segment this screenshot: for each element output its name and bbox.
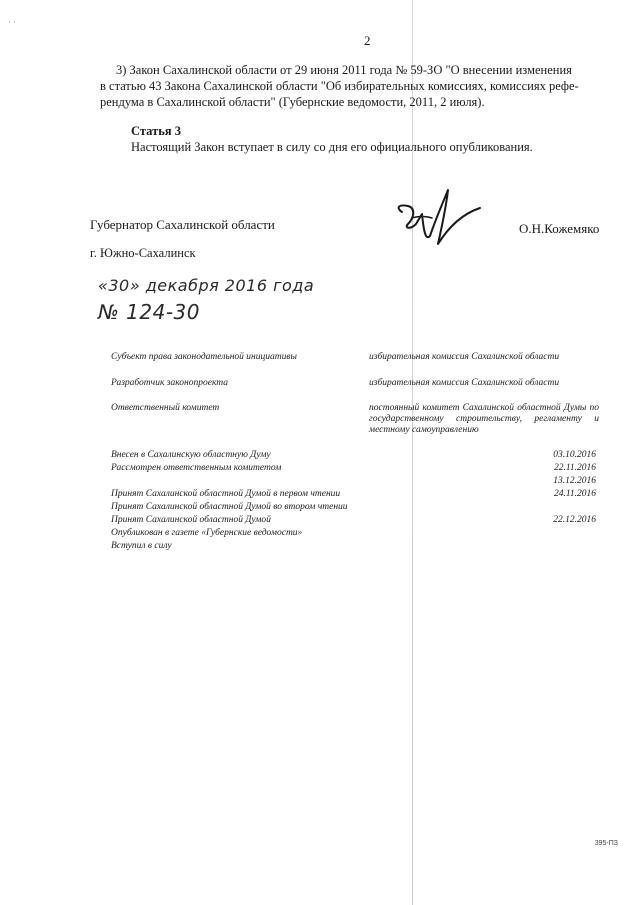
meta-label: Разработчик законопроекта (111, 378, 229, 388)
item-3-line: рендума в Сахалинской области" (Губернские ведомости, 2011, 2 июля). (100, 95, 485, 109)
history-label: Рассмотрен ответственным комитетом (111, 463, 282, 473)
governor-name: О.Н.Кожемяко (519, 221, 600, 236)
history-date: 22.11.2016 (553, 463, 596, 473)
item-3-line: 3) Закон Сахалинской области от 29 июня 2011 года № 59-ЗО "О внесении изменения (116, 63, 572, 77)
history-label: Вступил в силу (111, 541, 172, 551)
history-date: 22.12.2016 (553, 515, 596, 525)
handwritten-number: № 124-30 (98, 300, 200, 324)
meta-value: избирательная комиссия Сахалинской области (369, 378, 560, 388)
history-date: 03.10.2016 (553, 450, 596, 460)
article-3-title: Статья 3 (131, 124, 181, 138)
history-label: Внесен в Сахалинскую областную Думу (111, 450, 271, 460)
scan-fold-line (412, 0, 413, 905)
city-name: г. Южно-Сахалинск (90, 246, 196, 260)
article-3-text: Настоящий Закон вступает в силу со дня его официального опубликования. (131, 140, 533, 154)
meta-label: Субъект права законодательной инициативы (111, 352, 297, 362)
governor-title: Губернатор Сахалинской области (90, 217, 275, 232)
meta-label: Ответственный комитет (111, 403, 220, 413)
history-label: Принят Сахалинской областной Думой (111, 515, 271, 525)
governor-signature (388, 178, 498, 258)
scan-mark: · · (8, 18, 16, 27)
footer-code: 395-ПЗ (594, 840, 618, 847)
item-3-paragraph (100, 62, 608, 110)
meta-value: постоянный комитет Сахалинской областной Думы по государственному строительству, регламенту и местному самоуправлению (369, 403, 599, 435)
handwritten-date: «30» декабря 2016 года (98, 276, 315, 295)
history-label: Принят Сахалинской областной Думой во втором чтении (111, 502, 348, 512)
history-label: Опубликован в газете «Губернские ведомости» (111, 528, 303, 538)
history-date: 24.11.2016 (553, 489, 596, 499)
history-date: 13.12.2016 (553, 476, 596, 486)
history-label: Принят Сахалинской областной Думой в первом чтении (111, 489, 341, 499)
meta-value: избирательная комиссия Сахалинской области (369, 352, 560, 362)
item-3-line: в статью 43 Закона Сахалинской области "Об избирательных комиссиях, комиссиях рефе- (100, 79, 579, 93)
page-number: 2 (364, 33, 371, 48)
